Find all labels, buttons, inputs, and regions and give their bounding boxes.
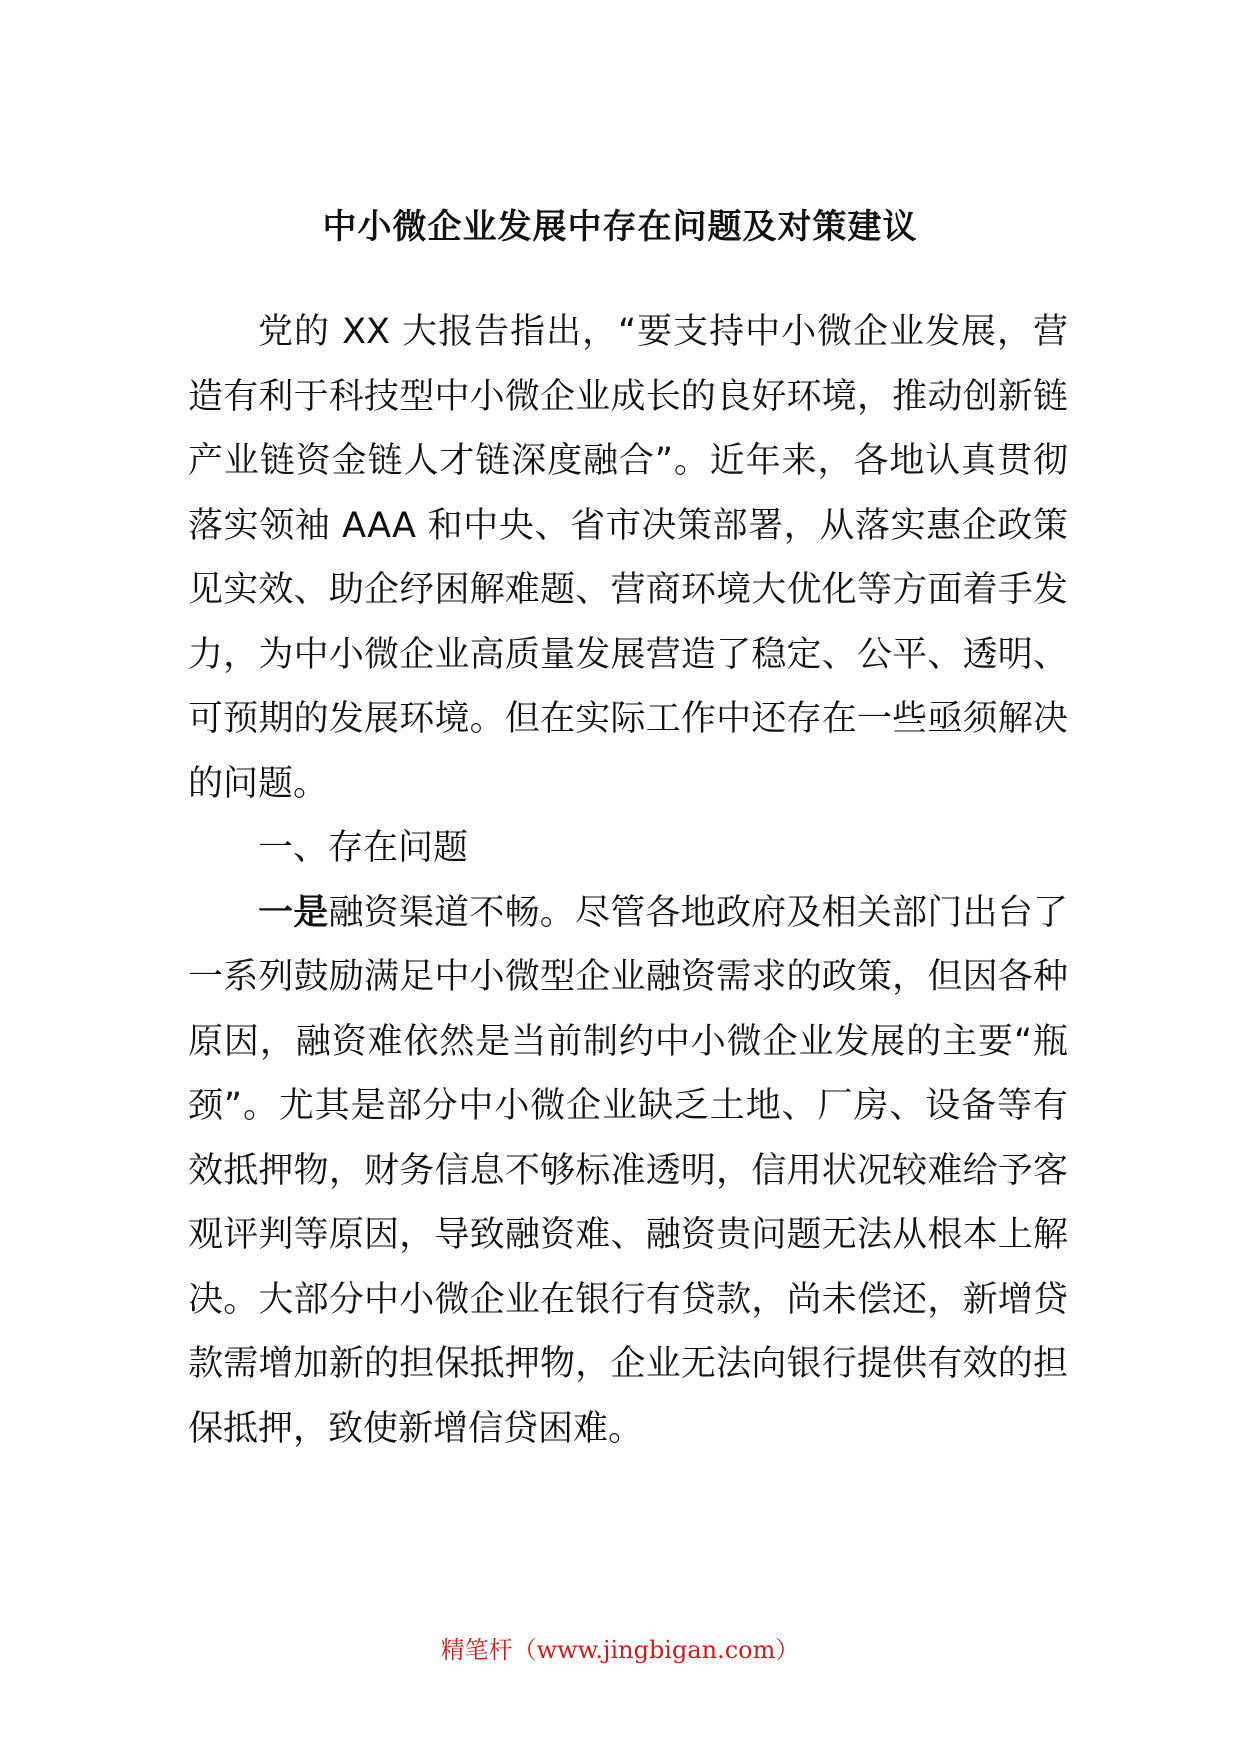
paragraph-intro: 党的 XX 大报告指出，“要支持中小微企业发展，营造有利于科技型中小微企业成长的良好环境，推动创新链产业链资金链人才链深度融合”。近年来，各地认真贯彻落实领袖 AAA 和中央、省市决策部署，从落实惠企政策见实效、助企纾困解难题、营商环境大优化等方面着手发力，为中小微企业高质量发展营造了稳定、公平、透明、可预期的发展环境。但在实际工作中还存在一些亟须解决的问题。 [188,312,1068,804]
document-title: 中小微企业发展中存在问题及对策建议 [322,207,918,247]
paragraph-lead: 一是 [258,892,329,933]
paragraph-financing [188,881,1068,1462]
footer-watermark: 精笔杆（www.jingbigan.com） [440,1636,800,1664]
document-body [188,300,1068,1461]
paragraph-text: 融资渠道不畅。尽管各地政府及相关部门出台了一系列鼓励满足中小微型企业融资需求的政策，但因各种原因，融资难依然是当前制约中小微企业发展的主要“瓶颈”。尤其是部分中小微企业缺乏土地、厂房、设备等有效抵押物，财务信息不够标准透明，信用状况较难给予客观评判等原因，导致融资难、融资贵问题无法从根本上解决。大部分中小微企业在银行有贷款，尚未偿还，新增贷款需增加新的担保抵押物，企业无法向银行提供有效的担保抵押，致使新增信贷困难。 [188,892,1068,1449]
section-heading: 一、存在问题 [258,828,469,868]
